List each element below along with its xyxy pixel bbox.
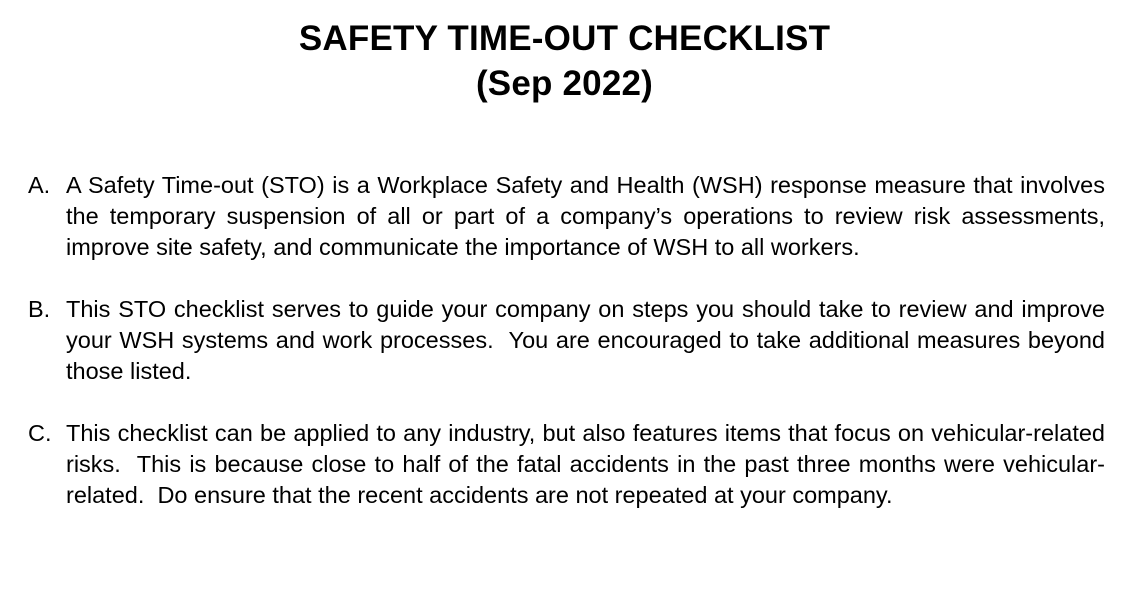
paragraph-a-label: A. <box>28 172 51 198</box>
paragraph-b-body: This STO checklist serves to guide your company on steps you should take to review and improve your WSH systems and work processes. You are encouraged to take additional measures beyond those listed. <box>66 296 1105 384</box>
paragraph-c-label: C. <box>28 420 52 446</box>
paragraph-b-label: B. <box>28 296 51 322</box>
paragraph-a-body: A Safety Time-out (STO) is a Workplace Safety and Health (WSH) response measure that involves the temporary suspension of all or part of a company’s operations to review risk assessments, improve site safety, and communicate the importance of WSH to all workers. <box>66 172 1105 260</box>
title-line-1: SAFETY TIME-OUT CHECKLIST <box>298 19 831 58</box>
document-title <box>0 0 1129 106</box>
paragraph-c-body: This checklist can be applied to any industry, but also features items that focus on vehicular-related risks. This is because close to half of the fatal accidents in the past three months were vehicular-related. Do ensure that the recent accidents are not repeated at your company. <box>66 420 1105 508</box>
title-line-2: (Sep 2022) <box>475 64 654 103</box>
paragraph-a <box>28 170 1105 263</box>
paragraph-list <box>28 170 1105 542</box>
paragraph-c <box>28 418 1105 511</box>
paragraph-b <box>28 294 1105 387</box>
